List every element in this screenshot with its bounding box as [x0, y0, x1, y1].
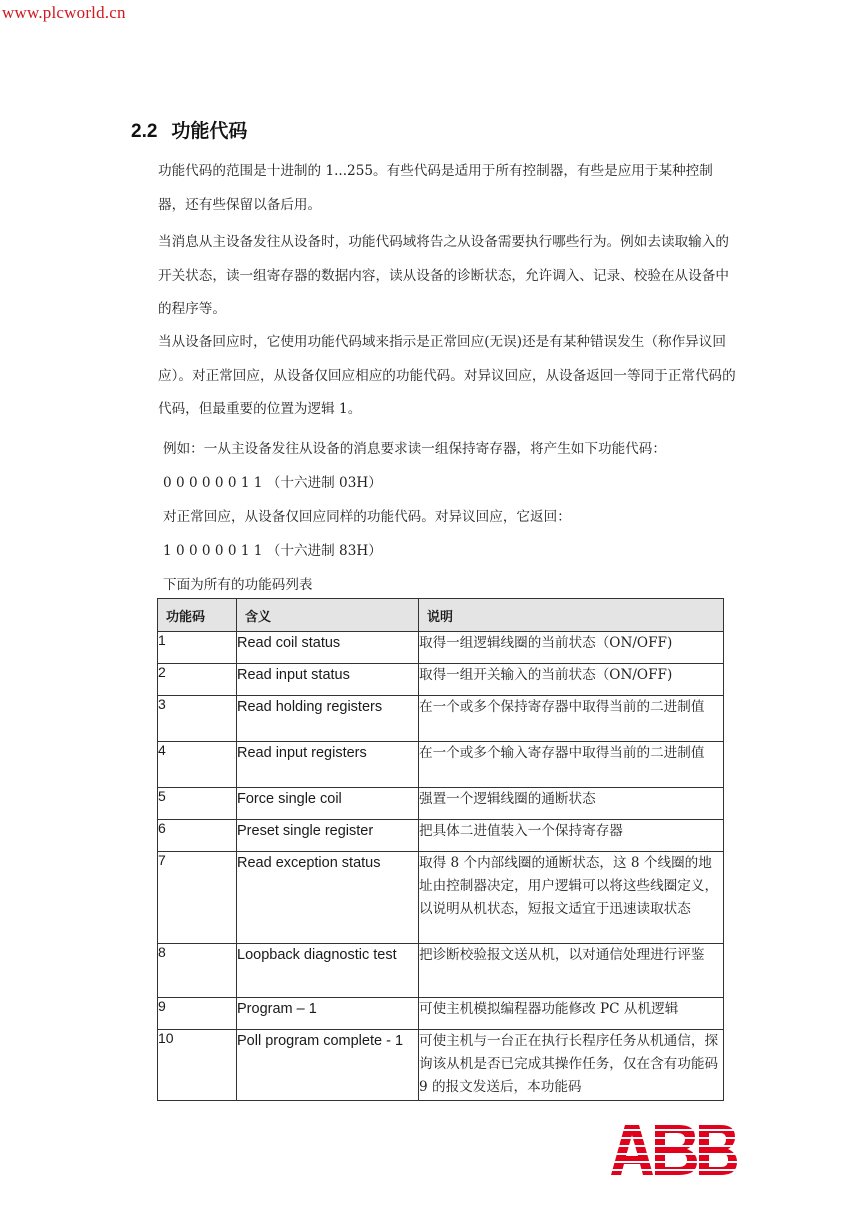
paragraph-master-to-slave: 当消息从主设备发往从设备时，功能代码域将告之从设备需要执行哪些行为。例如去读取输入的开关状态，读一组寄存器的数据内容，读从设备的诊断状态，允许调入、记录、校验在从设备中的程序等。 [158, 234, 729, 317]
row-description: 可使主机模拟编程器功能修改 PC 从机逻辑 [419, 998, 724, 1030]
row-description: 强置一个逻辑线圈的通断状态 [419, 788, 724, 820]
row-description: 把诊断校验报文送从机，以对通信处理进行评鉴 [419, 944, 724, 998]
row-description: 在一个或多个保持寄存器中取得当前的二进制值 [419, 696, 724, 742]
row-description: 在一个或多个输入寄存器中取得当前的二进制值 [419, 742, 724, 788]
row-description: 取得一组开关输入的当前状态（ON/OFF) [419, 664, 724, 696]
table-header-row [158, 599, 724, 632]
row-name: Force single coil [237, 788, 419, 820]
watermark-url[interactable]: www.plcworld.cn [2, 3, 126, 22]
row-name: Read holding registers [237, 696, 419, 742]
abb-logo-graphic [609, 1123, 737, 1177]
row-code: 1 [158, 632, 237, 664]
table-row [158, 664, 724, 696]
table-row [158, 998, 724, 1030]
row-code: 7 [158, 852, 237, 944]
function-code-table [157, 598, 724, 1101]
row-description: 可使主机与一台正在执行长程序任务从机通信，探询该从机是否已完成其操作任务，仅在含有功能码 9 的报文发送后，本功能码 [419, 1030, 724, 1101]
row-name: Program – 1 [237, 998, 419, 1030]
paragraph-function-code-range: 功能代码的范围是十进制的 1...255。有些代码是适用于所有控制器，有些是应用于某种控制器，还有些保留以备后用。 [158, 163, 713, 213]
section-number: 2.2 [131, 121, 158, 142]
row-name: Read input registers [237, 742, 419, 788]
table-row [158, 742, 724, 788]
paragraph-slave-response: 当从设备回应时，它使用功能代码域来指示是正常回应(无误)还是有某种错误发生（称作异议回应）。对正常回应，从设备仅回应相应的功能代码。对异议回应，从设备返回一等同于正常代码的代码，但最重要的位置为逻辑 1。 [158, 334, 736, 417]
header-description: 说明 [419, 599, 724, 632]
row-name: Poll program complete - 1 [237, 1030, 419, 1101]
row-code: 4 [158, 742, 237, 788]
row-code: 8 [158, 944, 237, 998]
table-row [158, 820, 724, 852]
binary-83h-line: 1 0 0 0 0 0 1 1 （十六进制 83H） [163, 543, 382, 559]
normal-response-line: 对正常回应，从设备仅回应同样的功能代码。对异议回应，它返回： [163, 509, 571, 525]
row-code: 10 [158, 1030, 237, 1101]
header-code: 功能码 [158, 599, 237, 632]
table-row [158, 696, 724, 742]
binary-03h-line: 0 0 0 0 0 0 1 1 （十六进制 03H） [163, 475, 382, 491]
table-row [158, 1030, 724, 1101]
row-description: 取得 8 个内部线圈的通断状态，这 8 个线圈的地址由控制器决定，用户逻辑可以将这些线圈定义，以说明从机状态，短报文适宜于迅速读取状态 [419, 852, 724, 944]
row-description: 把具体二进值装入一个保持寄存器 [419, 820, 724, 852]
section-heading [131, 116, 247, 143]
row-name: Read coil status [237, 632, 419, 664]
table-row [158, 632, 724, 664]
abb-logo [609, 1123, 737, 1181]
table-row [158, 944, 724, 998]
header-meaning: 含义 [237, 599, 419, 632]
section-title: 功能代码 [171, 121, 248, 142]
row-code: 3 [158, 696, 237, 742]
row-name: Preset single register [237, 820, 419, 852]
row-code: 5 [158, 788, 237, 820]
row-code: 2 [158, 664, 237, 696]
row-name: Loopback diagnostic test [237, 944, 419, 998]
example-line: 例如：一从主设备发往从设备的消息要求读一组保持寄存器，将产生如下功能代码： [163, 441, 666, 457]
table-row [158, 852, 724, 944]
row-description: 取得一组逻辑线圈的当前状态（ON/OFF) [419, 632, 724, 664]
table-intro-line: 下面为所有的功能码列表 [163, 577, 313, 593]
row-name: Read exception status [237, 852, 419, 944]
table-row [158, 788, 724, 820]
row-name: Read input status [237, 664, 419, 696]
row-code: 6 [158, 820, 237, 852]
row-code: 9 [158, 998, 237, 1030]
